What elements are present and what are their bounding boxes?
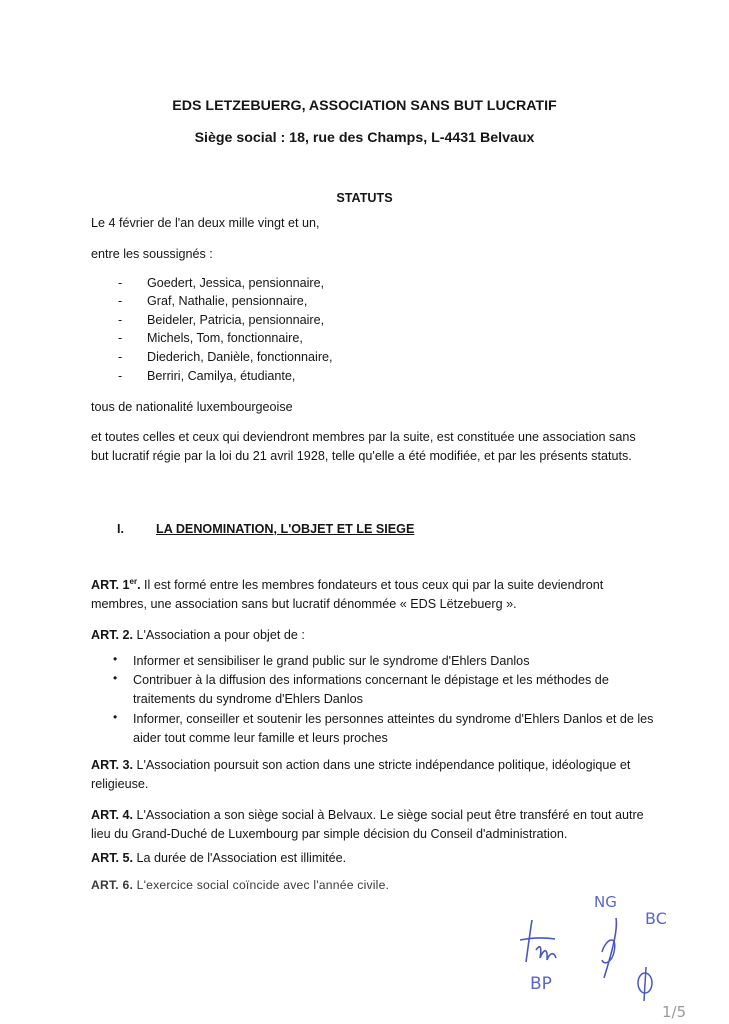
list-item: Diederich, Danièle, fonctionnaire, (147, 350, 333, 364)
signature-stroke-left (510, 910, 570, 970)
initials-ng: NG (594, 893, 617, 911)
article-text: L'Association a pour objet de : (133, 628, 305, 642)
article-label-superscript: er (129, 576, 138, 586)
list-item: Michels, Tom, fonctionnaire, (147, 331, 303, 345)
between-line: entre les soussignés : (91, 247, 213, 261)
page-number: 1/5 (662, 1003, 687, 1021)
document-title: EDS LETZEBUERG, ASSOCIATION SANS BUT LUCRATIF (172, 98, 557, 114)
list-item: Informer et sensibiliser le grand public sur le syndrome d'Ehlers Danlos (133, 654, 530, 668)
list-item: Berriri, Camilya, étudiante, (147, 369, 296, 383)
article-2 (91, 626, 651, 645)
list-item: Goedert, Jessica, pensionnaire, (147, 276, 325, 290)
section-title: LA DENOMINATION, L'OBJET ET LE SIEGE (156, 522, 415, 536)
document-subtitle: Siège social : 18, rue des Champs, L-4431 Belvaux (194, 130, 535, 146)
list-dash: - (118, 276, 123, 290)
bullet: • (113, 671, 118, 685)
section-number: I. (117, 522, 124, 536)
article-1 (91, 576, 651, 613)
list-dash: - (118, 294, 123, 308)
date-line: Le 4 février de l'an deux mille vingt et un, (91, 216, 320, 230)
bullet: • (113, 652, 118, 666)
article-label: ART. 5. (91, 851, 133, 865)
statuts-heading: STATUTS (336, 191, 393, 205)
article-label: ART. 3. (91, 758, 133, 772)
list-item: Beideler, Patricia, pensionnaire, (147, 313, 325, 327)
bullet: • (113, 710, 118, 724)
article-label: ART. 2. (91, 628, 133, 642)
list-item: Informer, conseiller et soutenir les personnes atteintes du syndrome d'Ehlers Danlos et de les aider tout comme leur famille et leurs proches (133, 712, 654, 745)
article-label-suffix: . (137, 578, 141, 592)
article-label: ART. 1 (91, 578, 130, 592)
nationality-line: tous de nationalité luxembourgeoise (91, 400, 293, 414)
article-text: L'exercice social coïncide avec l'année civile. (133, 878, 390, 892)
list-dash: - (118, 313, 123, 327)
article-text: L'Association poursuit son action dans une stricte indépendance politique, idéologique et religieuse. (91, 758, 631, 791)
article-label: ART. 4. (91, 808, 133, 822)
article-4 (91, 806, 651, 843)
article-text: L'Association a son siège social à Belvaux. Le siège social peut être transféré en tout autre lieu du Grand-Duché de Luxembourg par simple décision du Conseil d'administration. (91, 808, 644, 841)
article-3 (91, 756, 651, 793)
list-dash: - (118, 331, 123, 345)
list-dash: - (118, 369, 123, 383)
list-item: Graf, Nathalie, pensionnaire, (147, 294, 308, 308)
signature-stroke-right (632, 963, 660, 1005)
article-text: La durée de l'Association est illimitée. (133, 851, 347, 865)
initials-bp: BP (530, 974, 552, 994)
article-text: Il est formé entre les membres fondateurs et tous ceux qui par la suite deviendront membres, une association sans but lucratif dénommée « EDS Lëtzebuerg ». (91, 578, 604, 611)
signature-stroke-middle (588, 912, 633, 987)
article-5 (91, 849, 651, 868)
article-label: ART. 6. (91, 878, 134, 892)
list-dash: - (118, 350, 123, 364)
constitution-paragraph: et toutes celles et ceux qui deviendront membres par la suite, est constituée une association sans but lucratif régie par la loi du 21 avril 1928, telle qu'elle a été modifiée, et par les présents statuts. (91, 430, 636, 463)
initials-bc: BC (645, 909, 667, 928)
list-item: Contribuer à la diffusion des informations concernant le dépistage et les méthodes de traitements du syndrome d'Ehlers Danlos (133, 673, 609, 706)
article-6 (91, 876, 651, 895)
